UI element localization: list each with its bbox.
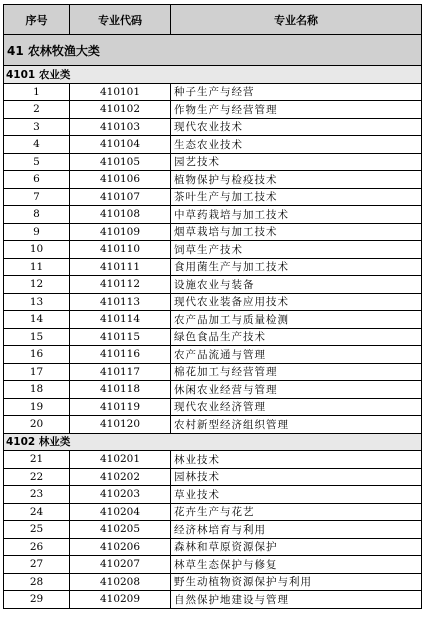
category-title: 41 农林牧渔大类 — [4, 35, 422, 66]
serial-number-cell: 9 — [4, 223, 70, 241]
serial-number-cell: 23 — [4, 486, 70, 504]
table-row — [4, 276, 422, 294]
major-code-cell: 410102 — [70, 101, 171, 119]
major-code-cell: 410203 — [70, 486, 171, 504]
major-name-cell: 食用菌生产与加工技术 — [171, 258, 422, 276]
major-code-cell: 410117 — [70, 363, 171, 381]
major-code-cell: 410201 — [70, 451, 171, 469]
serial-number-cell: 29 — [4, 591, 70, 609]
table-row — [4, 468, 422, 486]
serial-number-cell: 17 — [4, 363, 70, 381]
serial-number-cell: 19 — [4, 398, 70, 416]
major-name-cell: 农产品加工与质量检测 — [171, 311, 422, 329]
table-row — [4, 416, 422, 434]
major-code-cell: 410113 — [70, 293, 171, 311]
major-name-cell: 园艺技术 — [171, 153, 422, 171]
major-catalog-table — [3, 4, 422, 609]
header-major-code: 专业代码 — [70, 5, 171, 35]
major-code-cell: 410108 — [70, 206, 171, 224]
serial-number-cell: 14 — [4, 311, 70, 329]
major-code-cell: 410118 — [70, 381, 171, 399]
major-name-cell: 林草生态保护与修复 — [171, 556, 422, 574]
major-code-cell: 410112 — [70, 276, 171, 294]
table-row — [4, 346, 422, 364]
table-row — [4, 153, 422, 171]
major-name-cell: 现代农业装备应用技术 — [171, 293, 422, 311]
serial-number-cell: 20 — [4, 416, 70, 434]
header-row — [4, 5, 422, 35]
major-name-cell: 经济林培育与利用 — [171, 521, 422, 539]
major-name-cell: 设施农业与装备 — [171, 276, 422, 294]
major-name-cell: 种子生产与经营 — [171, 83, 422, 101]
table-row — [4, 591, 422, 609]
table-row — [4, 118, 422, 136]
serial-number-cell: 26 — [4, 538, 70, 556]
major-code-cell: 410107 — [70, 188, 171, 206]
major-code-cell: 410207 — [70, 556, 171, 574]
header-serial-number: 序号 — [4, 5, 70, 35]
serial-number-cell: 24 — [4, 503, 70, 521]
table-row — [4, 363, 422, 381]
table-row — [4, 538, 422, 556]
major-name-cell: 草业技术 — [171, 486, 422, 504]
table-row — [4, 328, 422, 346]
serial-number-cell: 2 — [4, 101, 70, 119]
serial-number-cell: 13 — [4, 293, 70, 311]
major-code-cell: 410208 — [70, 573, 171, 591]
serial-number-cell: 16 — [4, 346, 70, 364]
major-name-cell: 茶叶生产与加工技术 — [171, 188, 422, 206]
table-row — [4, 223, 422, 241]
major-name-cell: 野生动植物资源保护与利用 — [171, 573, 422, 591]
table-row — [4, 136, 422, 154]
table-row — [4, 381, 422, 399]
serial-number-cell: 21 — [4, 451, 70, 469]
table-row — [4, 293, 422, 311]
major-name-cell: 棉花加工与经营管理 — [171, 363, 422, 381]
table-row — [4, 171, 422, 189]
major-name-cell: 烟草栽培与加工技术 — [171, 223, 422, 241]
major-code-cell: 410101 — [70, 83, 171, 101]
subcategory-title: 4102 林业类 — [4, 433, 422, 451]
serial-number-cell: 3 — [4, 118, 70, 136]
major-code-cell: 410206 — [70, 538, 171, 556]
serial-number-cell: 15 — [4, 328, 70, 346]
serial-number-cell: 28 — [4, 573, 70, 591]
serial-number-cell: 4 — [4, 136, 70, 154]
major-name-cell: 园林技术 — [171, 468, 422, 486]
table-row — [4, 188, 422, 206]
table-row — [4, 451, 422, 469]
table-row — [4, 521, 422, 539]
serial-number-cell: 10 — [4, 241, 70, 259]
major-name-cell: 绿色食品生产技术 — [171, 328, 422, 346]
serial-number-cell: 12 — [4, 276, 70, 294]
table-row — [4, 486, 422, 504]
major-code-cell: 410103 — [70, 118, 171, 136]
major-name-cell: 饲草生产技术 — [171, 241, 422, 259]
table-row — [4, 206, 422, 224]
major-name-cell: 森林和草原资源保护 — [171, 538, 422, 556]
major-name-cell: 农村新型经济组织管理 — [171, 416, 422, 434]
major-name-cell: 作物生产与经营管理 — [171, 101, 422, 119]
subcategory-row — [4, 433, 422, 451]
major-code-cell: 410204 — [70, 503, 171, 521]
serial-number-cell: 22 — [4, 468, 70, 486]
major-code-cell: 410110 — [70, 241, 171, 259]
serial-number-cell: 11 — [4, 258, 70, 276]
major-name-cell: 休闲农业经营与管理 — [171, 381, 422, 399]
major-name-cell: 现代农业经济管理 — [171, 398, 422, 416]
major-code-cell: 410104 — [70, 136, 171, 154]
serial-number-cell: 1 — [4, 83, 70, 101]
serial-number-cell: 8 — [4, 206, 70, 224]
table-row — [4, 398, 422, 416]
major-name-cell: 花卉生产与花艺 — [171, 503, 422, 521]
table-row — [4, 311, 422, 329]
major-code-cell: 410115 — [70, 328, 171, 346]
table-row — [4, 241, 422, 259]
major-code-cell: 410209 — [70, 591, 171, 609]
major-name-cell: 自然保护地建设与管理 — [171, 591, 422, 609]
major-code-cell: 410106 — [70, 171, 171, 189]
major-code-cell: 410205 — [70, 521, 171, 539]
major-code-cell: 410202 — [70, 468, 171, 486]
table-row — [4, 258, 422, 276]
major-name-cell: 林业技术 — [171, 451, 422, 469]
major-name-cell: 植物保护与检疫技术 — [171, 171, 422, 189]
major-code-cell: 410114 — [70, 311, 171, 329]
table-row — [4, 503, 422, 521]
serial-number-cell: 25 — [4, 521, 70, 539]
major-code-cell: 410119 — [70, 398, 171, 416]
category-row — [4, 35, 422, 66]
major-code-cell: 410109 — [70, 223, 171, 241]
major-name-cell: 现代农业技术 — [171, 118, 422, 136]
table-row — [4, 556, 422, 574]
major-code-cell: 410116 — [70, 346, 171, 364]
subcategory-title: 4101 农业类 — [4, 66, 422, 84]
major-name-cell: 农产品流通与管理 — [171, 346, 422, 364]
table-row — [4, 101, 422, 119]
serial-number-cell: 18 — [4, 381, 70, 399]
serial-number-cell: 5 — [4, 153, 70, 171]
major-name-cell: 中草药栽培与加工技术 — [171, 206, 422, 224]
major-name-cell: 生态农业技术 — [171, 136, 422, 154]
header-major-name: 专业名称 — [171, 5, 422, 35]
serial-number-cell: 6 — [4, 171, 70, 189]
major-code-cell: 410120 — [70, 416, 171, 434]
serial-number-cell: 7 — [4, 188, 70, 206]
serial-number-cell: 27 — [4, 556, 70, 574]
major-code-cell: 410105 — [70, 153, 171, 171]
major-code-cell: 410111 — [70, 258, 171, 276]
table-row — [4, 83, 422, 101]
subcategory-row — [4, 66, 422, 84]
table-row — [4, 573, 422, 591]
